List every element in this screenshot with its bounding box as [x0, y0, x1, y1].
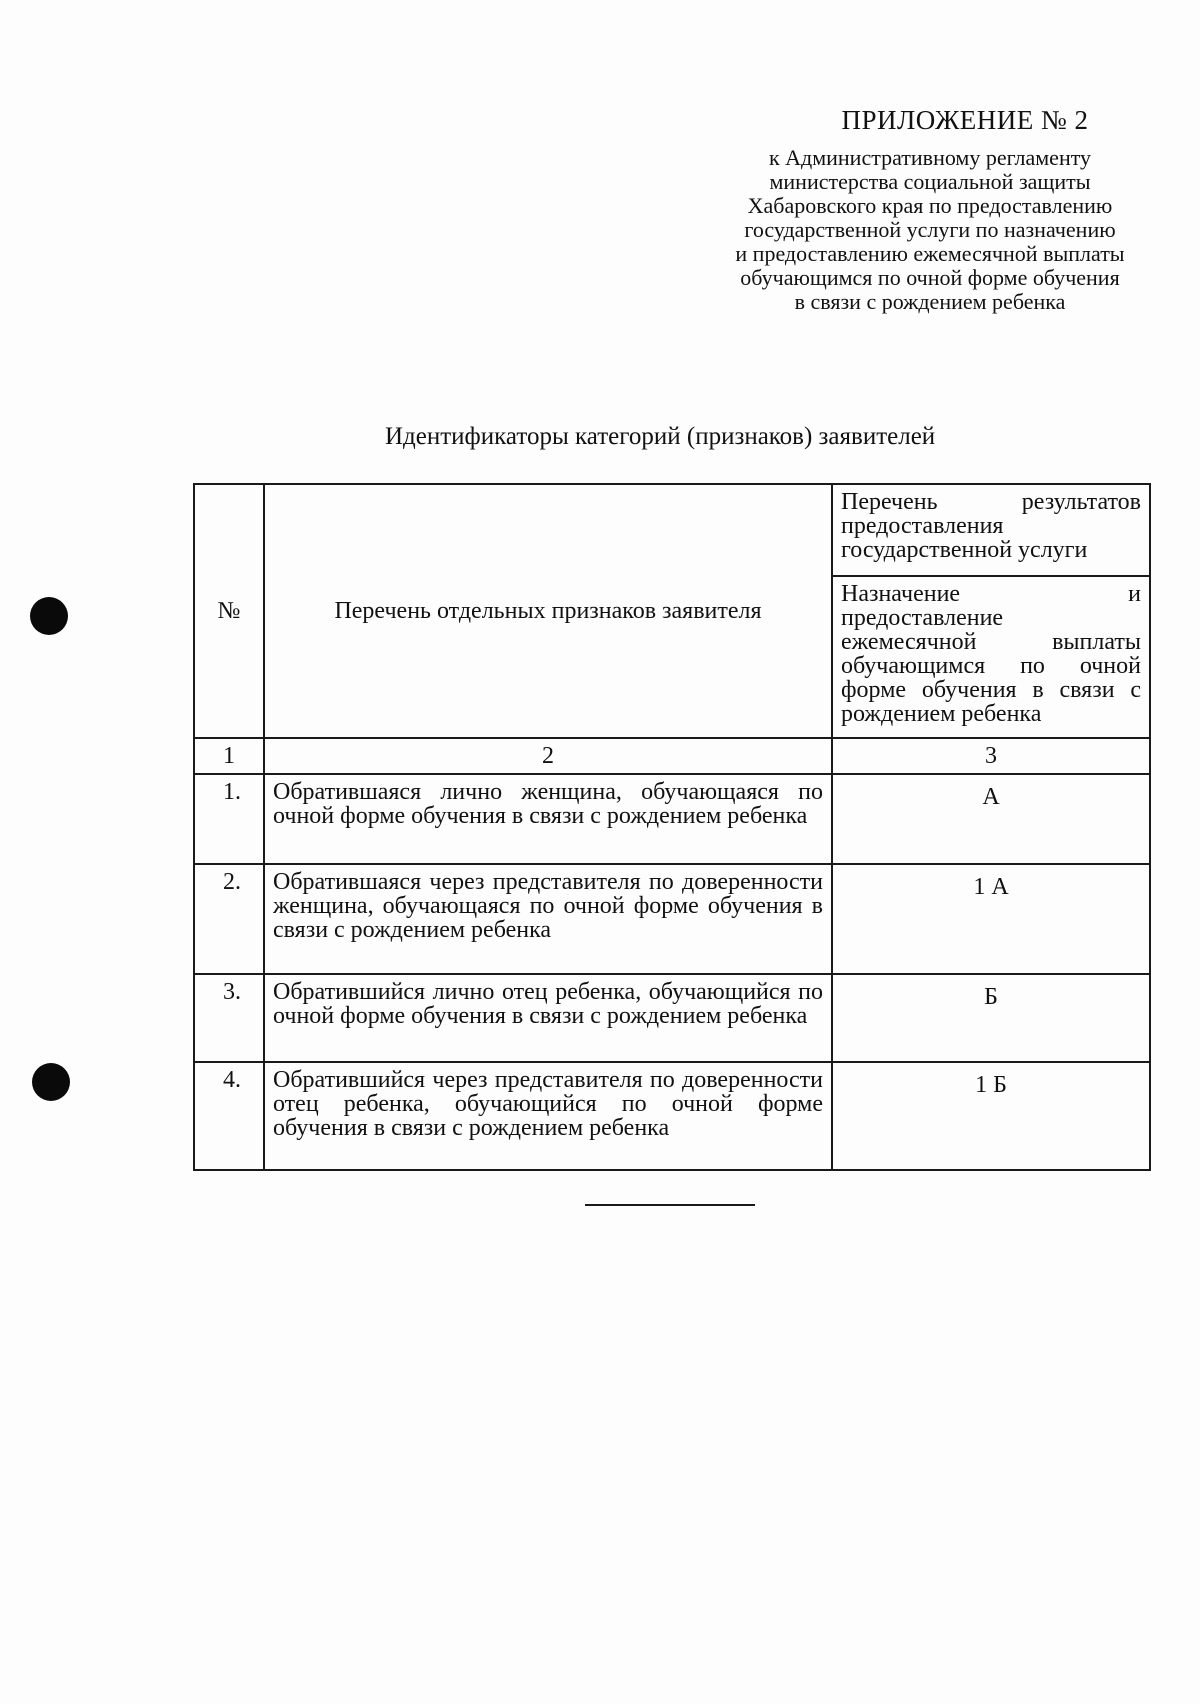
header-features: Перечень отдельных признаков заявителя: [264, 484, 832, 738]
appendix-line: министерства социальной защиты: [769, 169, 1091, 194]
document-title: Идентификаторы категорий (признаков) заявителей: [385, 423, 936, 450]
appendix-line: Хабаровского края по предоставлению: [747, 193, 1113, 218]
table-row: [194, 1062, 1150, 1170]
punch-hole-mark: [30, 597, 68, 635]
column-index: 2: [264, 738, 832, 774]
appendix-block: [700, 105, 1160, 314]
row-number: 3.: [194, 974, 264, 1062]
row-description: Обратившаяся через представителя по доверенности женщина, обучающаяся по очной форме обучения в связи с рождением ребенка: [264, 864, 832, 974]
applicant-categories-table: [193, 483, 1151, 1171]
appendix-line: государственной услуги по назначению: [744, 217, 1116, 242]
table-row: [194, 774, 1150, 864]
column-index: 3: [832, 738, 1150, 774]
row-code: 1 А: [832, 864, 1150, 974]
table-header-row: [194, 484, 1150, 576]
row-number: 1.: [194, 774, 264, 864]
header-results: Перечень результатов предоставления государственной услуги: [832, 484, 1150, 576]
table-row: [194, 974, 1150, 1062]
appendix-title: ПРИЛОЖЕНИЕ № 2: [841, 105, 1089, 135]
row-description: Обратившийся лично отец ребенка, обучающийся по очной форме обучения в связи с рождением ребенка: [264, 974, 832, 1062]
header-result-name: Назначение и предоставление ежемесячной выплаты обучающимся по очной форме обучения в связи с рождением ребенка: [832, 576, 1150, 738]
header-number: №: [194, 484, 264, 738]
table-row: [194, 864, 1150, 974]
column-index-row: [194, 738, 1150, 774]
appendix-line: к Административному регламенту: [768, 145, 1092, 170]
appendix-line: обучающимся по очной форме обучения: [740, 265, 1120, 290]
appendix-line: и предоставлению ежемесячной выплаты: [735, 241, 1125, 266]
punch-hole-mark: [32, 1063, 70, 1101]
end-separator-line: [585, 1204, 755, 1206]
row-description: Обратившаяся лично женщина, обучающаяся по очной форме обучения в связи с рождением ребенка: [264, 774, 832, 864]
appendix-line: в связи с рождением ребенка: [794, 289, 1066, 314]
row-code: А: [832, 774, 1150, 864]
row-number: 2.: [194, 864, 264, 974]
column-index: 1: [194, 738, 264, 774]
row-description: Обратившийся через представителя по доверенности отец ребенка, обучающийся по очной форме обучения в связи с рождением ребенка: [264, 1062, 832, 1170]
row-number: 4.: [194, 1062, 264, 1170]
row-code: Б: [832, 974, 1150, 1062]
row-code: 1 Б: [832, 1062, 1150, 1170]
